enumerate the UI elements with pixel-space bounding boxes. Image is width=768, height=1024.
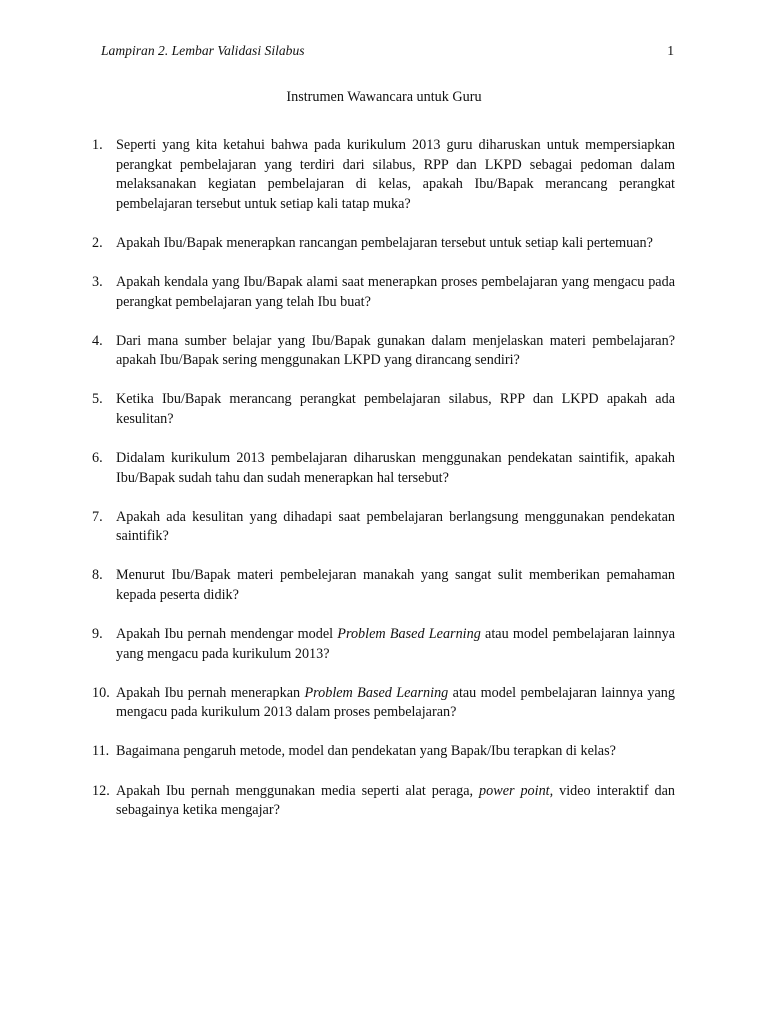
question-text-part: Apakah Ibu pernah menerapkan (116, 684, 305, 701)
question-number: 4. (92, 332, 103, 349)
question-text-part: atau model pembelajaran lainnya yang mengacu pada kurikulum 2013 dalam proses pembelajaran? (116, 684, 675, 721)
question-number: 10. (92, 684, 110, 701)
question-text (116, 782, 675, 821)
question-text (116, 390, 675, 429)
question-text-part: Apakah Ibu/Bapak menerapkan rancangan pembelajaran tersebut untuk setiap kali pertemuan? (116, 234, 653, 251)
question-text-part: Bagaimana pengaruh metode, model dan pendekatan yang Bapak/Ibu terapkan di kelas? (116, 743, 616, 760)
question-item (92, 508, 675, 547)
question-text-italic: Problem Based Learning (304, 684, 449, 701)
document-title: Instrumen Wawancara untuk Guru (286, 89, 482, 105)
question-text (116, 625, 675, 664)
question-item (92, 782, 675, 821)
question-item (92, 449, 675, 488)
question-text-italic: Problem Based Learning (337, 626, 481, 643)
question-text-part: Apakah ada kesulitan yang dihadapi saat pembelajaran berlangsung menggunakan pendekatan saintifik? (116, 508, 675, 545)
question-text (116, 508, 675, 547)
question-text-part: video interaktif dan sebagainya ketika mengajar? (116, 782, 675, 819)
question-number: 3. (92, 273, 103, 290)
question-text (116, 742, 675, 762)
question-text-part: Apakah kendala yang Ibu/Bapak alami saat menerapkan proses pembelajaran yang mengacu pada perangkat pembelajaran yang telah Ibu buat? (116, 273, 675, 310)
page-header (101, 42, 674, 60)
question-number: 8. (92, 567, 103, 584)
question-text-part: Apakah Ibu pernah mendengar model (116, 626, 338, 643)
question-number: 12. (92, 782, 110, 799)
header-title: Lampiran 2. Lembar Validasi Silabus (101, 43, 305, 58)
question-number: 6. (92, 450, 103, 467)
question-text (116, 332, 675, 371)
question-text (116, 136, 675, 214)
page-number: 1 (667, 43, 674, 58)
question-text (116, 684, 675, 723)
question-text-part: Menurut Ibu/Bapak materi pembelejaran manakah yang sangat sulit memberikan pemahaman kepada peserta didik? (116, 567, 675, 603)
question-item (92, 742, 675, 762)
question-number: 7. (92, 508, 103, 525)
question-number: 2. (92, 234, 103, 251)
question-number: 11. (92, 743, 110, 760)
question-text-part: Seperti yang kita ketahui bahwa pada kurikulum 2013 guru diharuskan untuk mempersiapkan perangkat pembelajaran yang terdiri dari silabus, RPP dan LKPD sebagai pedoman dalam melaksanakan kegiatan pembelajaran di kelas, apakah Ibu/Bapak merancang perangkat pembelajaran tersebut untuk setiap kali tatap muka? (116, 137, 675, 212)
question-item (92, 332, 675, 371)
question-text-part: Dari mana sumber belajar yang Ibu/Bapak gunakan dalam menjelaskan materi pembelajaran? apakah Ibu/Bapak sering menggunakan LKPD yang dirancang sendiri? (116, 332, 675, 369)
question-list (92, 136, 675, 840)
question-item (92, 136, 675, 214)
question-item (92, 625, 675, 664)
question-item (92, 390, 675, 429)
question-item (92, 273, 675, 312)
question-text-part: atau model pembelajaran lainnya yang mengacu pada kurikulum 2013? (116, 626, 675, 662)
question-text (116, 566, 675, 605)
question-text-italic: power point, (479, 782, 554, 799)
question-text-part: Didalam kurikulum 2013 pembelajaran diharuskan menggunakan pendekatan saintifik, apakah Ibu/Bapak sudah tahu dan sudah menerapkan hal tersebut? (116, 450, 675, 486)
question-number: 9. (92, 626, 103, 643)
question-text (116, 273, 675, 312)
question-item (92, 234, 675, 254)
question-text (116, 234, 675, 254)
question-item (92, 566, 675, 605)
question-text-part: Ketika Ibu/Bapak merancang perangkat pembelajaran silabus, RPP dan LKPD apakah ada kesulitan? (116, 391, 675, 427)
question-text (116, 449, 675, 488)
question-number: 1. (92, 137, 103, 153)
question-number: 5. (92, 391, 103, 408)
question-text-part: Apakah Ibu pernah menggunakan media seperti alat peraga, (116, 782, 480, 799)
question-item (92, 684, 675, 723)
